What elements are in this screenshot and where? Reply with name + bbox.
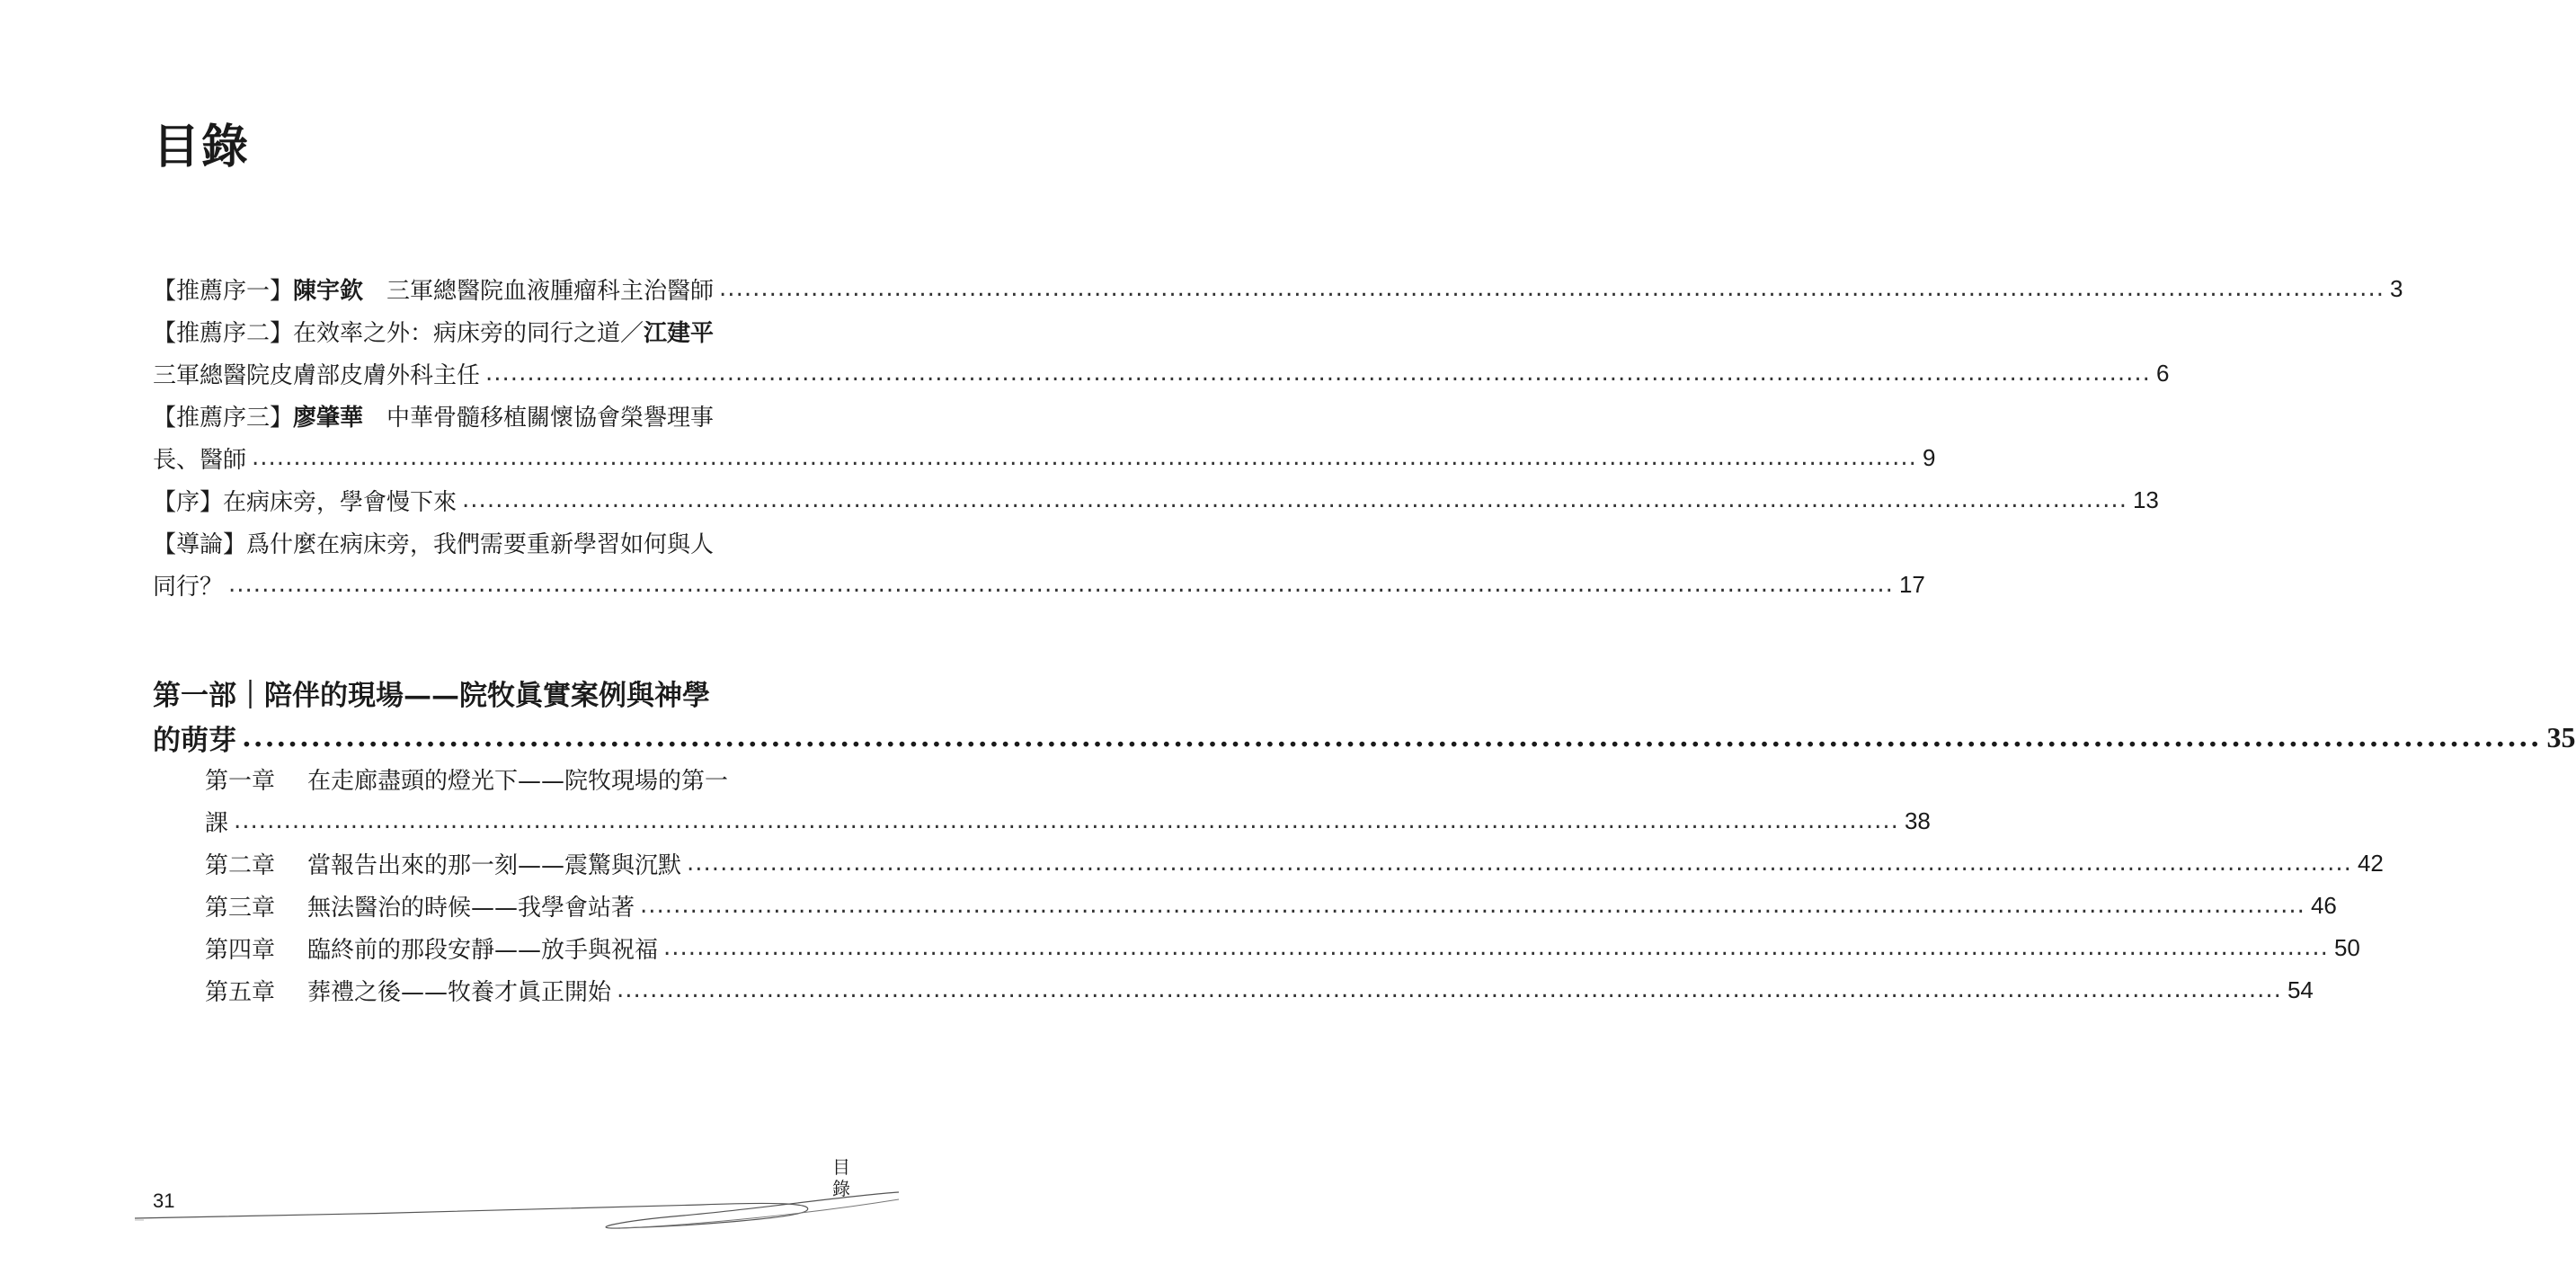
chapter-title: 在走廊盡頭的燈光下——院牧現場的第一 [307, 767, 729, 795]
toc-chapter-5[interactable] [205, 968, 2314, 1011]
entry-tag: 【導論】 [153, 530, 247, 558]
toc-chapter-2[interactable] [205, 842, 2384, 885]
chapter-page: 54 [2287, 976, 2314, 1003]
part-page: 35 [2546, 720, 2576, 753]
entry-text: 在病床旁，學會慢下來 [223, 488, 457, 516]
toc-entry-foreword-3[interactable] [153, 394, 775, 437]
dot-leader: ........................................................................................................................................................................................................ [617, 976, 2282, 1003]
chapter-title: 當報告出來的那一刻——震驚與沉默 [307, 851, 682, 879]
footer-swoosh-decoration [0, 1169, 899, 1250]
entry-text: 三軍總醫院皮膚部皮膚外科主任 [153, 361, 481, 389]
chapter-title: 無法醫治的時候——我學會站著 [307, 894, 635, 922]
toc-chapter-1-cont[interactable] [205, 799, 1931, 842]
entry-page: 13 [2132, 486, 2159, 513]
entry-page: 9 [1922, 443, 1936, 471]
chapter-page: 42 [2357, 849, 2384, 877]
side-section-label: 目錄 [832, 1156, 850, 1199]
chapter-title: 課 [205, 809, 229, 837]
toc-chapter-1[interactable] [205, 757, 775, 800]
dot-leader: ........................................................................................................................................................................................................ [485, 360, 2151, 387]
toc-entry-foreword-2[interactable] [153, 309, 775, 352]
chapter-title: 臨終前的那段安靜——放手與祝福 [307, 936, 659, 964]
part-heading[interactable] [153, 669, 775, 716]
page-number: 31 [153, 1189, 175, 1212]
entry-text: 同行？ [153, 573, 224, 601]
toc-entry-introduction-cont[interactable] [153, 563, 1925, 606]
chapter-label: 第五章 [205, 978, 276, 1006]
toc-entry-preface[interactable] [153, 478, 2159, 521]
part-title-line2: 的萌芽 [153, 724, 236, 757]
entry-tag: 【序】 [153, 488, 224, 516]
entry-desc: 三軍總醫院血液腫瘤科主治醫師 [363, 277, 715, 305]
dot-leader: ........................................................................................................................................................................................................ [462, 486, 2127, 513]
dot-leader: ........................................................................................................................................................................................................ [640, 892, 2305, 919]
toc-entry-introduction[interactable] [153, 521, 775, 564]
chapter-page: 50 [2333, 933, 2360, 961]
dot-leader: ........................................................................................................................................................................................................ [228, 571, 1894, 598]
part-heading-cont[interactable] [153, 714, 2576, 761]
chapter-label: 第三章 [205, 894, 276, 922]
dot-leader: ........................................................................................................................................................................................................ [234, 807, 1899, 834]
entry-author: 廖肇華 [293, 404, 364, 432]
entry-page: 3 [2389, 274, 2403, 302]
chapter-label: 第四章 [205, 936, 276, 964]
entry-text: 長、醫師 [153, 446, 247, 474]
dot-leader: ........................................................................................................................................................................................................ [663, 934, 2329, 961]
entry-tag: 【推薦序一】 [153, 277, 294, 305]
entry-author: 陳宇欽 [293, 277, 364, 305]
dot-leader: ........................................................................................................................................................................................................ [687, 850, 2352, 877]
chapter-title: 葬禮之後——牧養才眞正開始 [307, 978, 612, 1006]
dot-leader: ........................................................................................................................................................................................................ [719, 275, 2385, 302]
part-title-line1: 第一部｜陪伴的現場——院牧眞實案例與神學 [153, 679, 710, 712]
entry-author: 江建平 [644, 319, 715, 347]
chapter-label: 第二章 [205, 851, 276, 879]
dot-leader: ........................................................................................................................................................................................................ [242, 721, 2542, 753]
toc-entry-foreword-3-cont[interactable] [153, 436, 1936, 479]
entry-tag: 【推薦序二】 [153, 319, 294, 347]
entry-text: 爲什麼在病床旁，我們需要重新學習如何與人 [246, 530, 715, 558]
chapter-label: 第一章 [205, 767, 276, 795]
entry-page: 6 [2155, 359, 2170, 387]
entry-tag: 【推薦序三】 [153, 404, 294, 432]
toc-entry-foreword-2-cont[interactable] [153, 352, 2170, 395]
entry-page: 17 [1898, 570, 1925, 598]
toc-chapter-3[interactable] [205, 884, 2337, 927]
dot-leader: ........................................................................................................................................................................................................ [252, 444, 1917, 471]
chapter-page: 38 [1904, 806, 1931, 834]
toc-entry-foreword-1[interactable] [153, 267, 2403, 310]
page-title: 目錄 [153, 120, 251, 174]
entry-desc: 中華骨髓移植關懷協會榮譽理事 [363, 404, 715, 432]
chapter-page: 46 [2310, 891, 2337, 919]
entry-text: 在效率之外：病床旁的同行之道／ [293, 319, 644, 347]
toc-chapter-4[interactable] [205, 926, 2360, 969]
